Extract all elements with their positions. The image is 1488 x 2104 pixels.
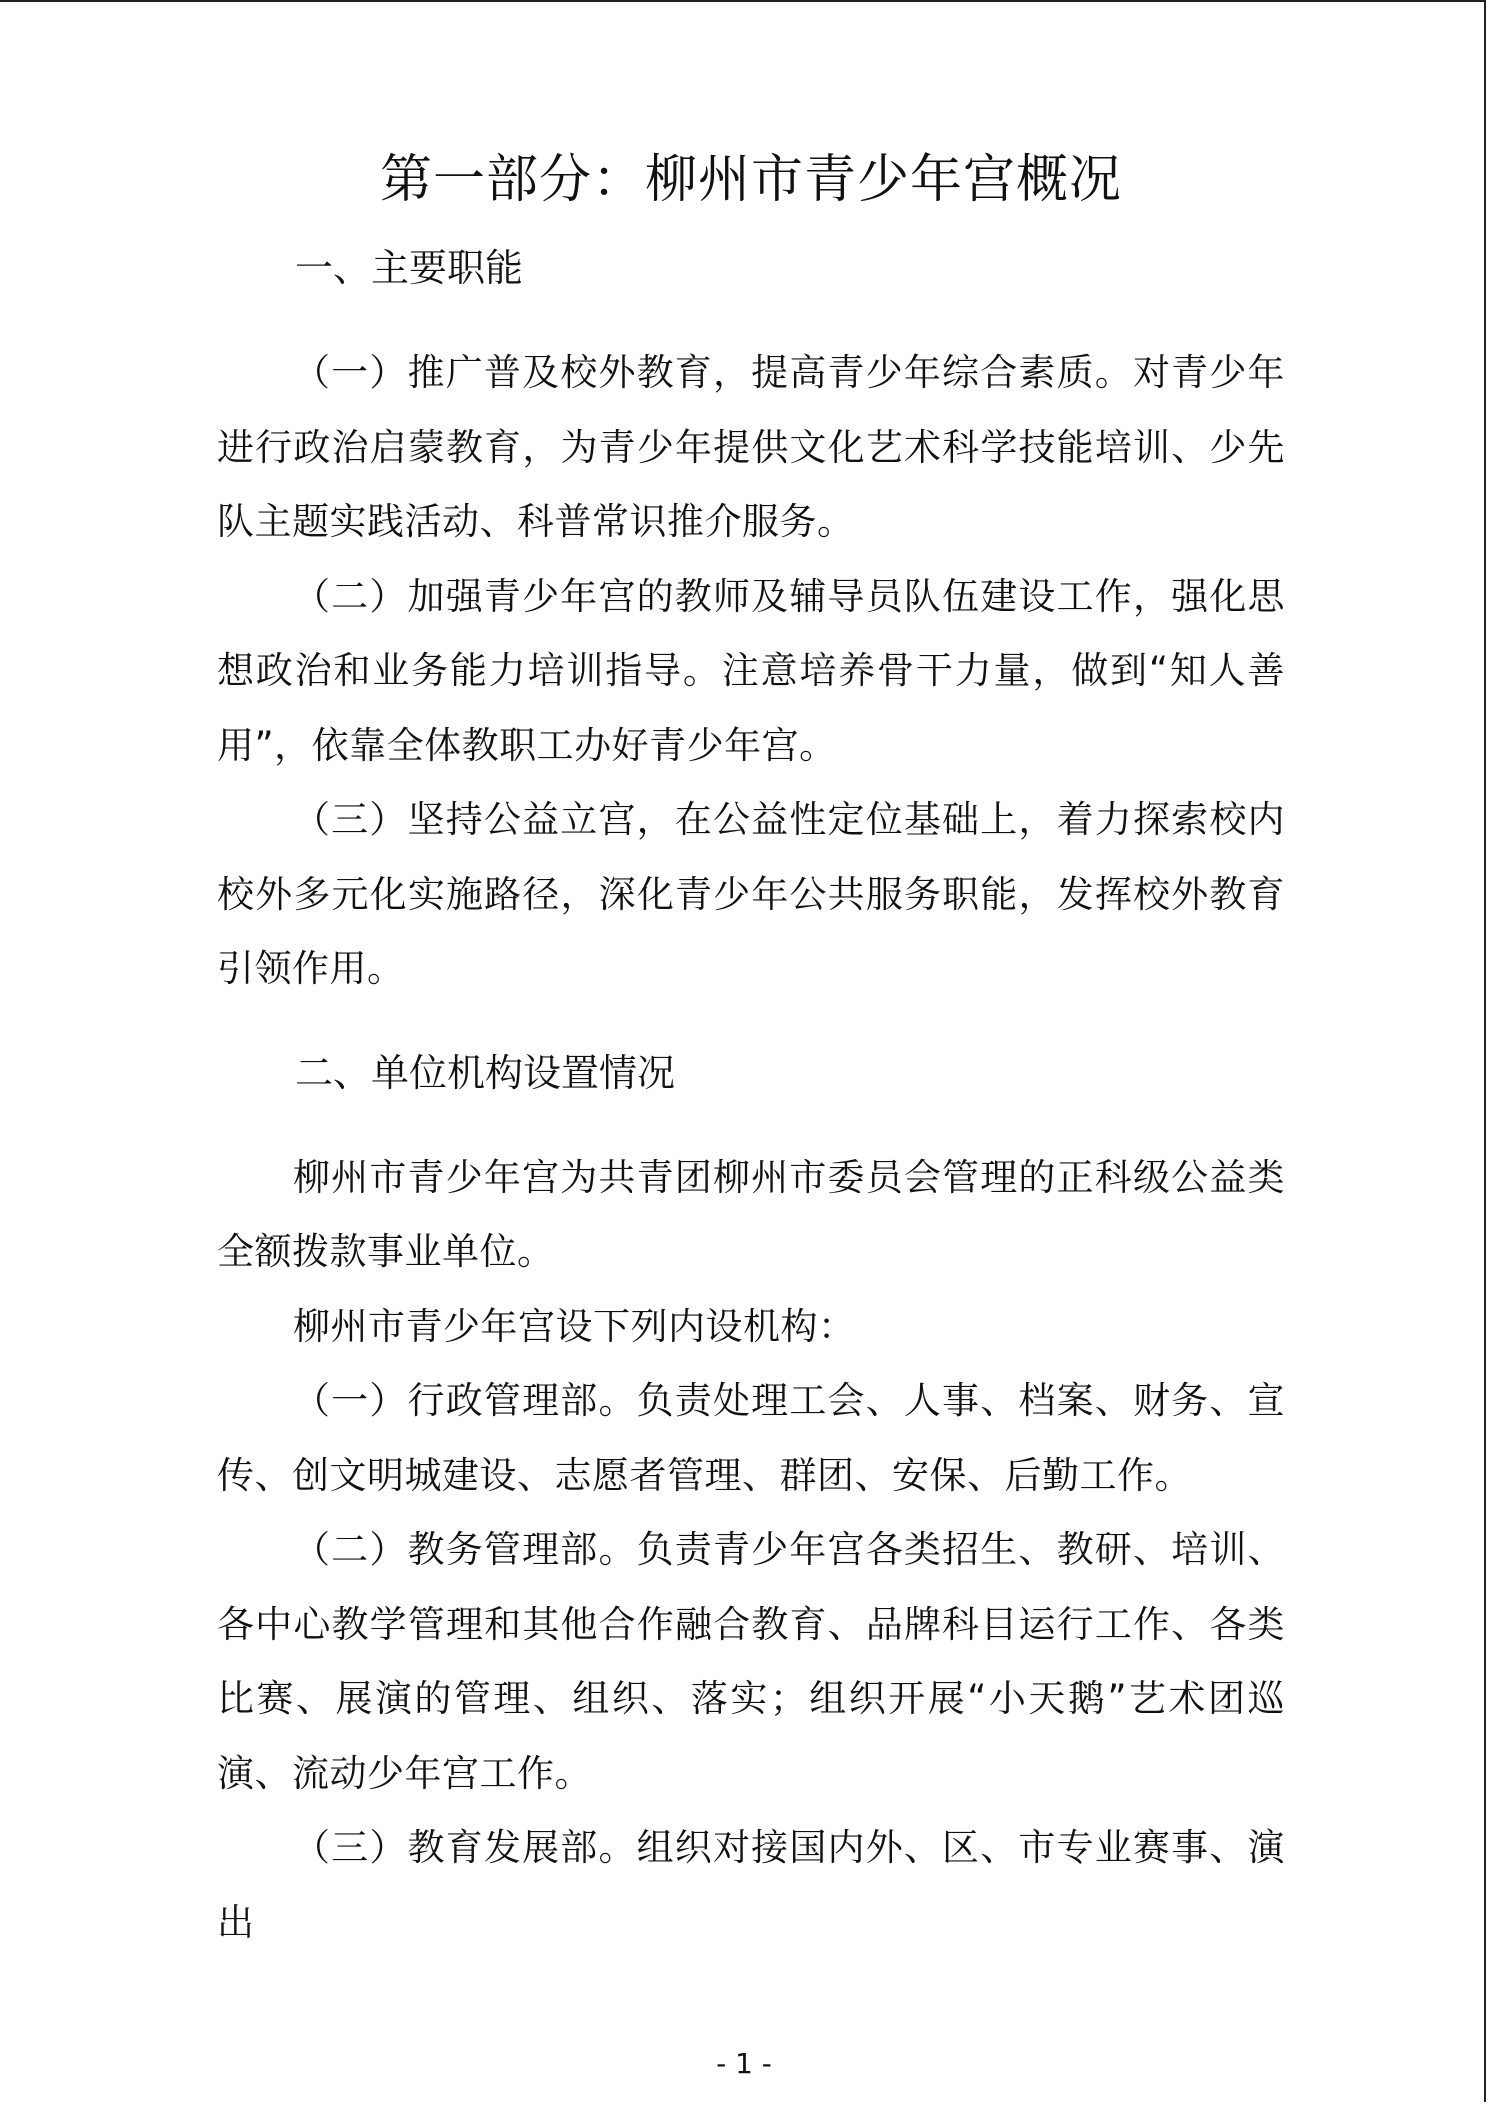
paragraph: 柳州市青少年宫为共青团柳州市委员会管理的正科级公益类全额拨款事业单位。 bbox=[217, 1155, 1285, 1273]
paragraph: （一）推广普及校外教育，提高青少年综合素质。对青少年进行政治启蒙教育，为青少年提供文化艺术科学技能培训、少先队主题实践活动、科普常识推介服务。 bbox=[217, 351, 1285, 543]
paragraph: （一）行政管理部。负责处理工会、人事、档案、财务、宣传、创文明城建设、志愿者管理、群团、安保、后勤工作。 bbox=[217, 1379, 1285, 1497]
paragraph: （三）坚持公益立宫，在公益性定位基础上，着力探索校内校外多元化实施路径，深化青少年公共服务职能，发挥校外教育引领作用。 bbox=[217, 798, 1285, 990]
section-heading-organization: 二、单位机构设置情况 bbox=[295, 1050, 676, 1095]
page-title: 第一部分：柳州市青少年宫概况 bbox=[379, 150, 1122, 210]
paragraph: 柳州市青少年宫设下列内设机构： bbox=[293, 1304, 856, 1348]
paragraph: （三）教育发展部。组织对接国内外、区、市专业赛事、演出 bbox=[217, 1826, 1285, 1944]
document-body bbox=[217, 140, 1285, 1960]
page-number: - 1 - bbox=[716, 2047, 772, 2080]
section-heading-main-functions: 一、主要职能 bbox=[295, 246, 524, 290]
paragraph: （二）教务管理部。负责青少年宫各类招生、教研、培训、各中心教学管理和其他合作融合教育、品牌科目运行工作、各类比赛、展演的管理、组织、落实；组织开展“小天鹅”艺术团巡演、流动少年宫工作。 bbox=[217, 1528, 1285, 1795]
paragraph: （二）加强青少年宫的教师及辅导员队伍建设工作，强化思想政治和业务能力培训指导。注意培养骨干力量，做到“知人善用”，依靠全体教职工办好青少年宫。 bbox=[217, 574, 1285, 767]
